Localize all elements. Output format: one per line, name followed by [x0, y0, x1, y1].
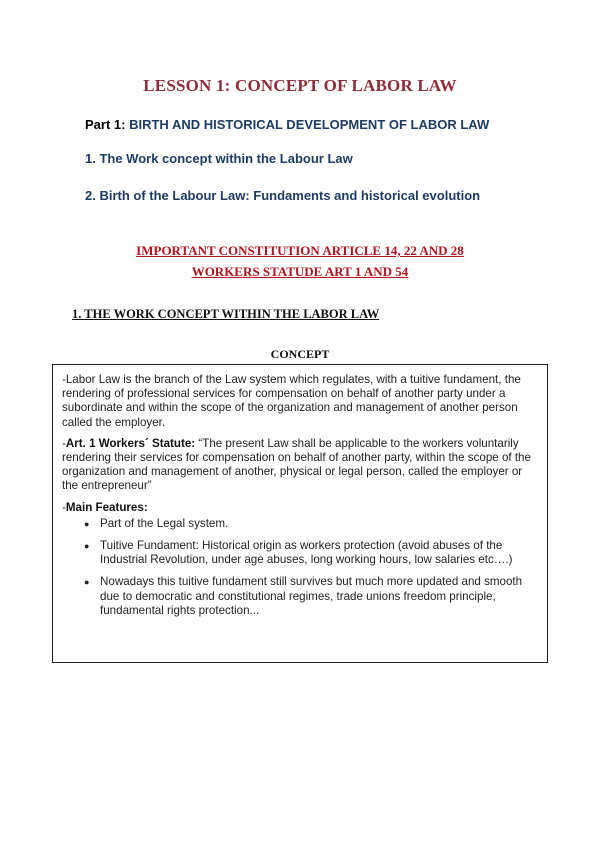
- important-statute: WORKERS STATUDE ART 1 AND 54: [191, 264, 409, 279]
- feature-text: Tuitive Fundament: Historical origin as workers protection (avoid abuses of the Industrial Revolution, under age abuses, long working hours, low salaries etc….): [100, 539, 513, 567]
- article-paragraph: [62, 437, 538, 494]
- feature-text: Nowadays this tuitive fundament still survives but much more updated and smooth due to democratic and constitutional regimes, trade unions freedom principle, fundamental rights protection...: [100, 575, 523, 617]
- list-item: [84, 539, 538, 567]
- part-label: Part 1:: [85, 117, 126, 132]
- features-heading: [62, 501, 538, 515]
- bullet-icon: ●: [84, 518, 90, 529]
- bullet-icon: ●: [84, 541, 90, 552]
- bullet-icon: ●: [84, 577, 90, 588]
- section-heading: 1. THE WORK CONCEPT WITHIN THE LABOR LAW: [72, 307, 380, 321]
- important-constitution: IMPORTANT CONSTITUTION ARTICLE 14, 22 AND 28: [136, 243, 464, 258]
- feature-text: Part of the Legal system.: [100, 516, 229, 530]
- list-item: [84, 517, 538, 531]
- article-prefix: -: [62, 436, 66, 450]
- concept-heading: CONCEPT: [270, 347, 330, 361]
- article-label: Art. 1 Workers´ Statute:: [65, 436, 196, 450]
- list-item: [84, 575, 538, 618]
- lesson-title: LESSON 1: CONCEPT OF LABOR LAW: [143, 76, 457, 95]
- outline-item-1: 1. The Work concept within the Labour Law: [85, 151, 353, 166]
- features-prefix: -: [62, 500, 66, 514]
- article-text: “The present Law shall be applicable to the workers voluntarily rendering their services for compensation on behalf of another party, within the scope of the organization and management of another, physical or legal person, called the employer or the entrepreneur”: [62, 436, 531, 493]
- part-text: BIRTH AND HISTORICAL DEVELOPMENT OF LABOR LAW: [129, 117, 490, 132]
- definition-paragraph: -Labor Law is the branch of the Law system which regulates, with a tuitive fundament, the rendering of professional services for compensation on behalf of another party under a subordinate and within the scope of the organization and management of another person called the employer.: [62, 373, 521, 429]
- features-list: [62, 517, 538, 618]
- part-heading: [85, 117, 489, 132]
- features-label: Main Features:: [65, 500, 148, 514]
- outline-item-2: 2. Birth of the Labour Law: Fundaments and historical evolution: [85, 188, 481, 203]
- concept-box: [52, 364, 548, 663]
